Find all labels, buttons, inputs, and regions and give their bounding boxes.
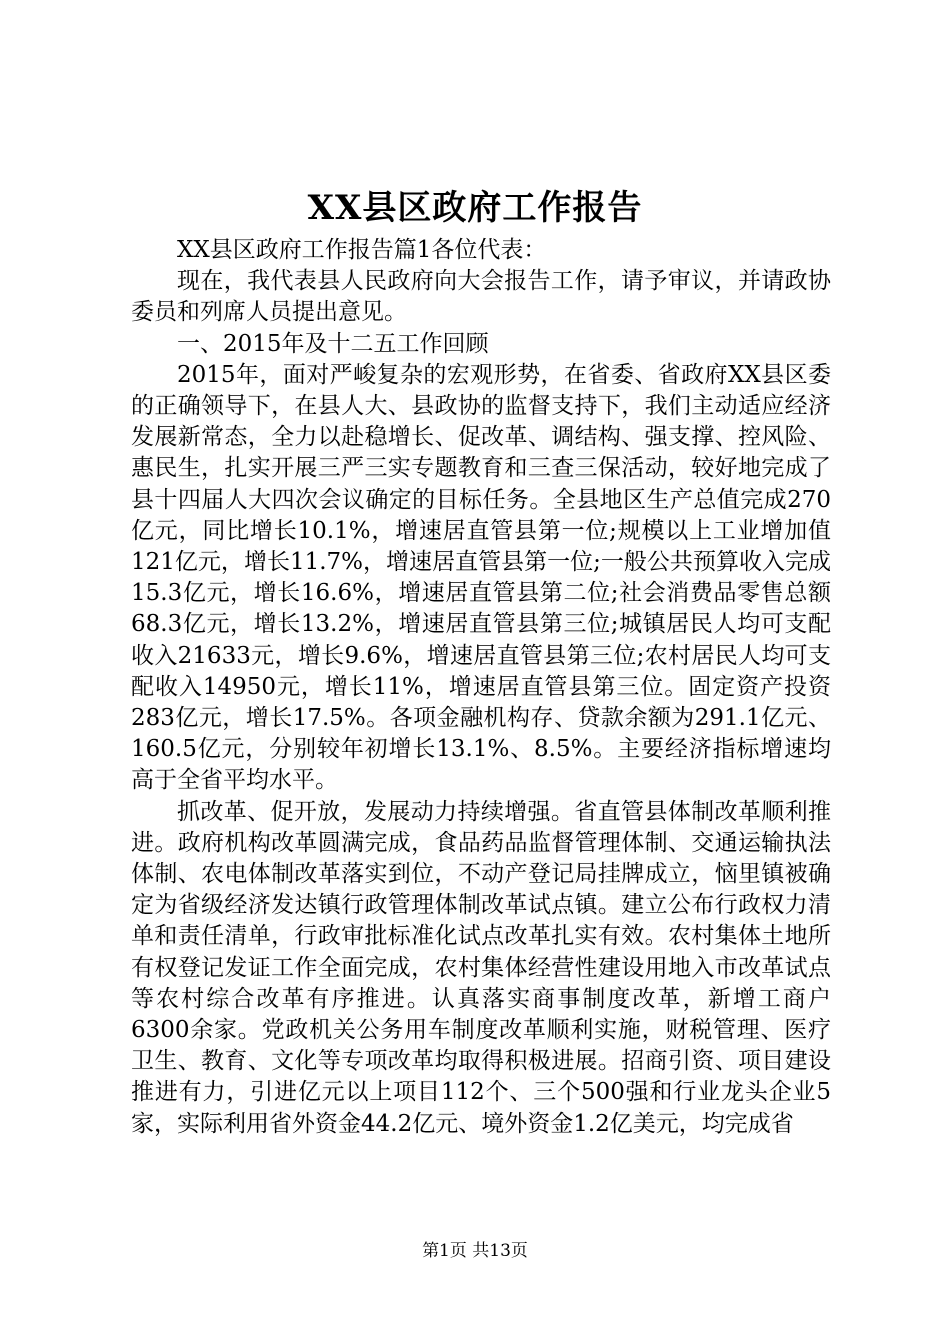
section-heading: 一、2015年及十二五工作回顾 <box>177 330 489 357</box>
paragraph-review: 2015年，面对严峻复杂的宏观形势，在省委、省政府XX县区委的正确领导下，在县人大、县政协的监督支持下，我们主动适应经济发展新常态，全力以赴稳增长、促改革、调结构、强支撑、控风险、惠民生，扎实开展三严三实专题教育和三查三保活动，较好地完成了县十四届人大四次会议确定的目标任务。全县地区生产总值完成270亿元，同比增长10.1%，增速居直管县第一位;规模以上工业增加值121亿元，增长11.7%，增速居直管县第一位;一般公共预算收入完成15.3亿元，增长16.6%，增速居直管县第二位;社会消费品零售总额68.3亿元，增长13.2%，增速居直管县第三位;城镇居民人均可支配收入21633元，增长9.6%，增速居直管县第三位;农村居民人均可支配收入14950元，增长11%，增速居直管县第三位。固定资产投资283亿元，增长17.5%。各项金融机构存、贷款余额为291.1亿元、160.5亿元，分别较年初增长13.1%、8.5%。主要经济指标增速均高于全省平均水平。 <box>131 361 831 794</box>
document-body <box>131 235 831 1140</box>
paragraph-salutation: XX县区政府工作报告篇1各位代表： <box>177 237 547 263</box>
page-number: 第1页 共13页 <box>422 1241 528 1261</box>
paragraph-reform: 抓改革、促开放，发展动力持续增强。省直管县体制改革顺利推进。政府机构改革圆满完成，食品药品监督管理体制、交通运输执法体制、农电体制改革落实到位，不动产登记局挂牌成立，恼里镇被确定为省级经济发达镇行政管理体制改革试点镇。建立公布行政权力清单和责任清单，行政审批标准化试点改革扎实有效。农村集体土地所有权登记发证工作全面完成，农村集体经营性建设用地入市改革试点等农村综合改革有序推进。认真落实商事制度改革，新增工商户6300余家。党政机关公务用车制度改革顺利实施，财税管理、医疗卫生、教育、文化等专项改革均取得积极进展。招商引资、项目建设推进有力，引进亿元以上项目112个、三个500强和行业龙头企业5家，实际利用省外资金44.2亿元、境外资金1.2亿美元，均完成省 <box>131 798 831 1137</box>
paragraph-intro: 现在，我代表县人民政府向大会报告工作，请予审议，并请政协委员和列席人员提出意见。 <box>131 268 831 326</box>
document-title: XX县区政府工作报告 <box>307 188 643 228</box>
